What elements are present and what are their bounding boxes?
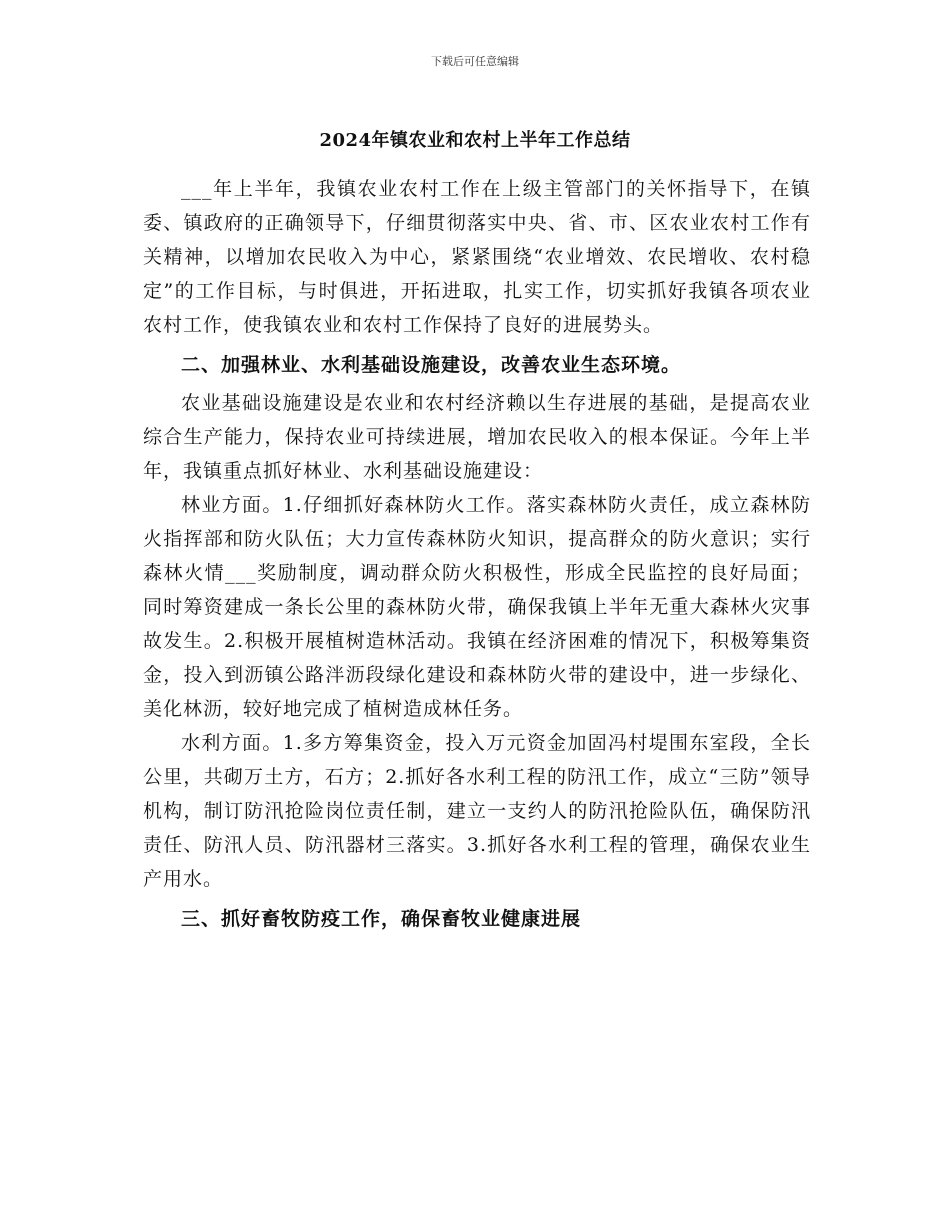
header-note: 下载后可任意编辑: [431, 55, 519, 68]
infrastructure-paragraph: 农业基础设施建设是农业和农村经济赖以生存进展的基础，是提高农业综合生产能力，保持农业可持续进展，增加农民收入的根本保证。今年上半年，我镇重点抓好林业、水利基础设施建设：: [143, 392, 811, 482]
document-title: 2024年镇农业和农村上半年工作总结: [319, 130, 631, 151]
document-body: [143, 172, 811, 940]
water-conservancy-paragraph: 水利方面。1.多方筹集资金，投入万元资金加固冯村堤围东室段，全长公里，共砌万土方，石方；2.抓好各水利工程的防汛工作，成立“三防”领导机构，制订防汛抢险岗位责任制，建立一支约人的防汛抢险队伍，确保防汛责任、防汛人员、防汛器材三落实。3.抓好各水利工程的管理，确保农业生产用水。: [143, 732, 811, 890]
section-heading-3: 三、抓好畜牧防疫工作，确保畜牧业健康进展: [181, 908, 582, 930]
section-heading-2: 二、加强林业、水利基础设施建设，改善农业生态环境。: [181, 354, 682, 376]
forestry-paragraph: 林业方面。1.仔细抓好森林防火工作。落实森林防火责任，成立森林防火指挥部和防火队伍；大力宣传森林防火知识，提高群众的防火意识；实行森林火情___奖励制度，调动群众防火积极性，形成全民监控的良好局面；同时筹资建成一条长公里的森林防火带，确保我镇上半年无重大森林火灾事故发生。2.积极开展植树造林活动。我镇在经济困难的情况下，积极筹集资金，投入到沥镇公路泮沥段绿化建设和森林防火带的建设中，进一步绿化、美化林沥，较好地完成了植树造成林任务。: [143, 494, 811, 720]
intro-paragraph: ___年上半年，我镇农业农村工作在上级主管部门的关怀指导下，在镇委、镇政府的正确领导下，仔细贯彻落实中央、省、市、区农业农村工作有关精神，以增加农民收入为中心，紧紧围绕“农业增效、农民增收、农村稳定”的工作目标，与时俱进，开拓进取，扎实工作，切实抓好我镇各项农业农村工作，使我镇农业和农村工作保持了良好的进展势头。: [143, 178, 811, 336]
